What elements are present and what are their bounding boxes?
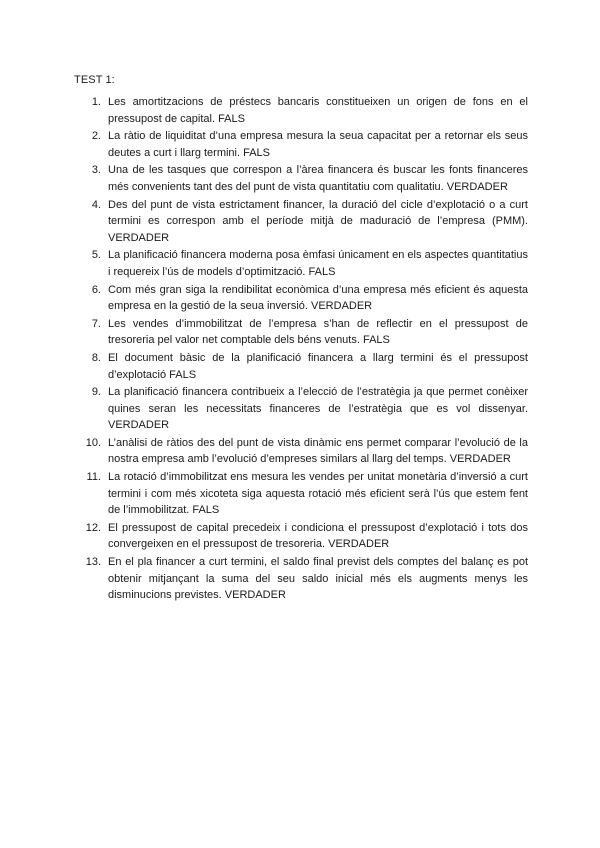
list-item [74,247,528,280]
list-item [74,128,528,161]
item-text: Les amortitzacions de préstecs bancaris constitueixen un origen de fons en el pressupost de capital. FALS [108,96,528,125]
list-item [74,384,528,434]
item-number: 1. [91,96,101,108]
list-item [74,350,528,383]
list-item [74,162,528,195]
item-number: 9. [91,386,101,399]
item-number: 2. [91,130,101,143]
item-text: En el pla financer a curt termini, el saldo final previst dels comptes del balanç es pot obtenir mitjançant la suma del seu saldo inicial més els augments menys les disminucions previstes. VERDADER [108,556,528,602]
item-text: Les vendes d’immobilitzat de l’empresa s’han de reflectir en el pressupost de tresoreria pel valor net comptable dels béns venuts. FALS [108,317,528,347]
item-text: Una de les tasques que correspon a l’àrea financera és buscar les fonts financeres més convenients tant des del punt de vista quantitatiu com qualitatiu. VERDADER [108,164,528,193]
item-text: Com més gran siga la rendibilitat econòmica d’una empresa més eficient és aquesta empresa en la gestió de la seua inversió. VERDADER [108,283,528,313]
question-list [74,94,528,605]
item-number: 4. [91,198,101,211]
item-number: 5. [91,249,101,262]
item-text: La rotació d’immobilitzat ens mesura les vendes per unitat monetària d’inversió a curt termini i com més xicoteta siga aquesta rotació més eficient serà l’ús que estem fent de l’immobilitzat. FALS [108,471,528,517]
item-text: La planificació financera contribueix a l’elecció de l’estratègia ja que permet conèixer quines seran les necessitats financeres de l’estratègia que es vol dissenyar. VERDADER [108,386,528,432]
item-text: El pressupost de capital precedeix i condiciona el pressupost d’explotació i tots dos convergeixen en el pressupost de tresoreria. VERDADER [108,521,528,551]
item-text: L’anàlisi de ràtios des del punt de vista dinàmic ens permet comparar l’evolució de la nostra empresa amb l’evolució d’empreses similars al llarg del temps. VERDADER [108,436,528,466]
test-heading: TEST 1: [74,74,115,86]
item-text: Des del punt de vista estrictament financer, la duració del cicle d’explotació o a curt termini es correspon amb el període mitjà de maduració de l’empresa (PMM). VERDADER [108,198,528,244]
item-text: El document bàsic de la planificació financera a llarg termini és el pressupost d’explotació FALS [108,351,528,381]
list-item [74,554,528,604]
item-number: 7. [91,317,101,330]
list-item [74,435,528,468]
item-number: 3. [91,164,101,177]
item-number: 8. [91,351,101,364]
item-number: 11. [86,471,101,484]
list-item [74,316,528,349]
list-item [74,469,528,519]
list-item [74,197,528,247]
item-number: 12. [85,521,101,534]
list-item [74,520,528,553]
item-number: 13. [85,556,101,569]
item-number: 6. [91,283,101,296]
list-item [74,282,528,315]
list-item [74,94,528,127]
item-text: La planificació financera moderna posa èmfasi únicament en els aspectes quantitatius i requereix l’ús de models d’optimització. FALS [108,249,528,278]
item-number: 10. [85,436,101,449]
item-text: La ràtio de liquiditat d’una empresa mesura la seua capacitat per a retornar els seus deutes a curt i llarg termini. FALS [108,130,528,159]
